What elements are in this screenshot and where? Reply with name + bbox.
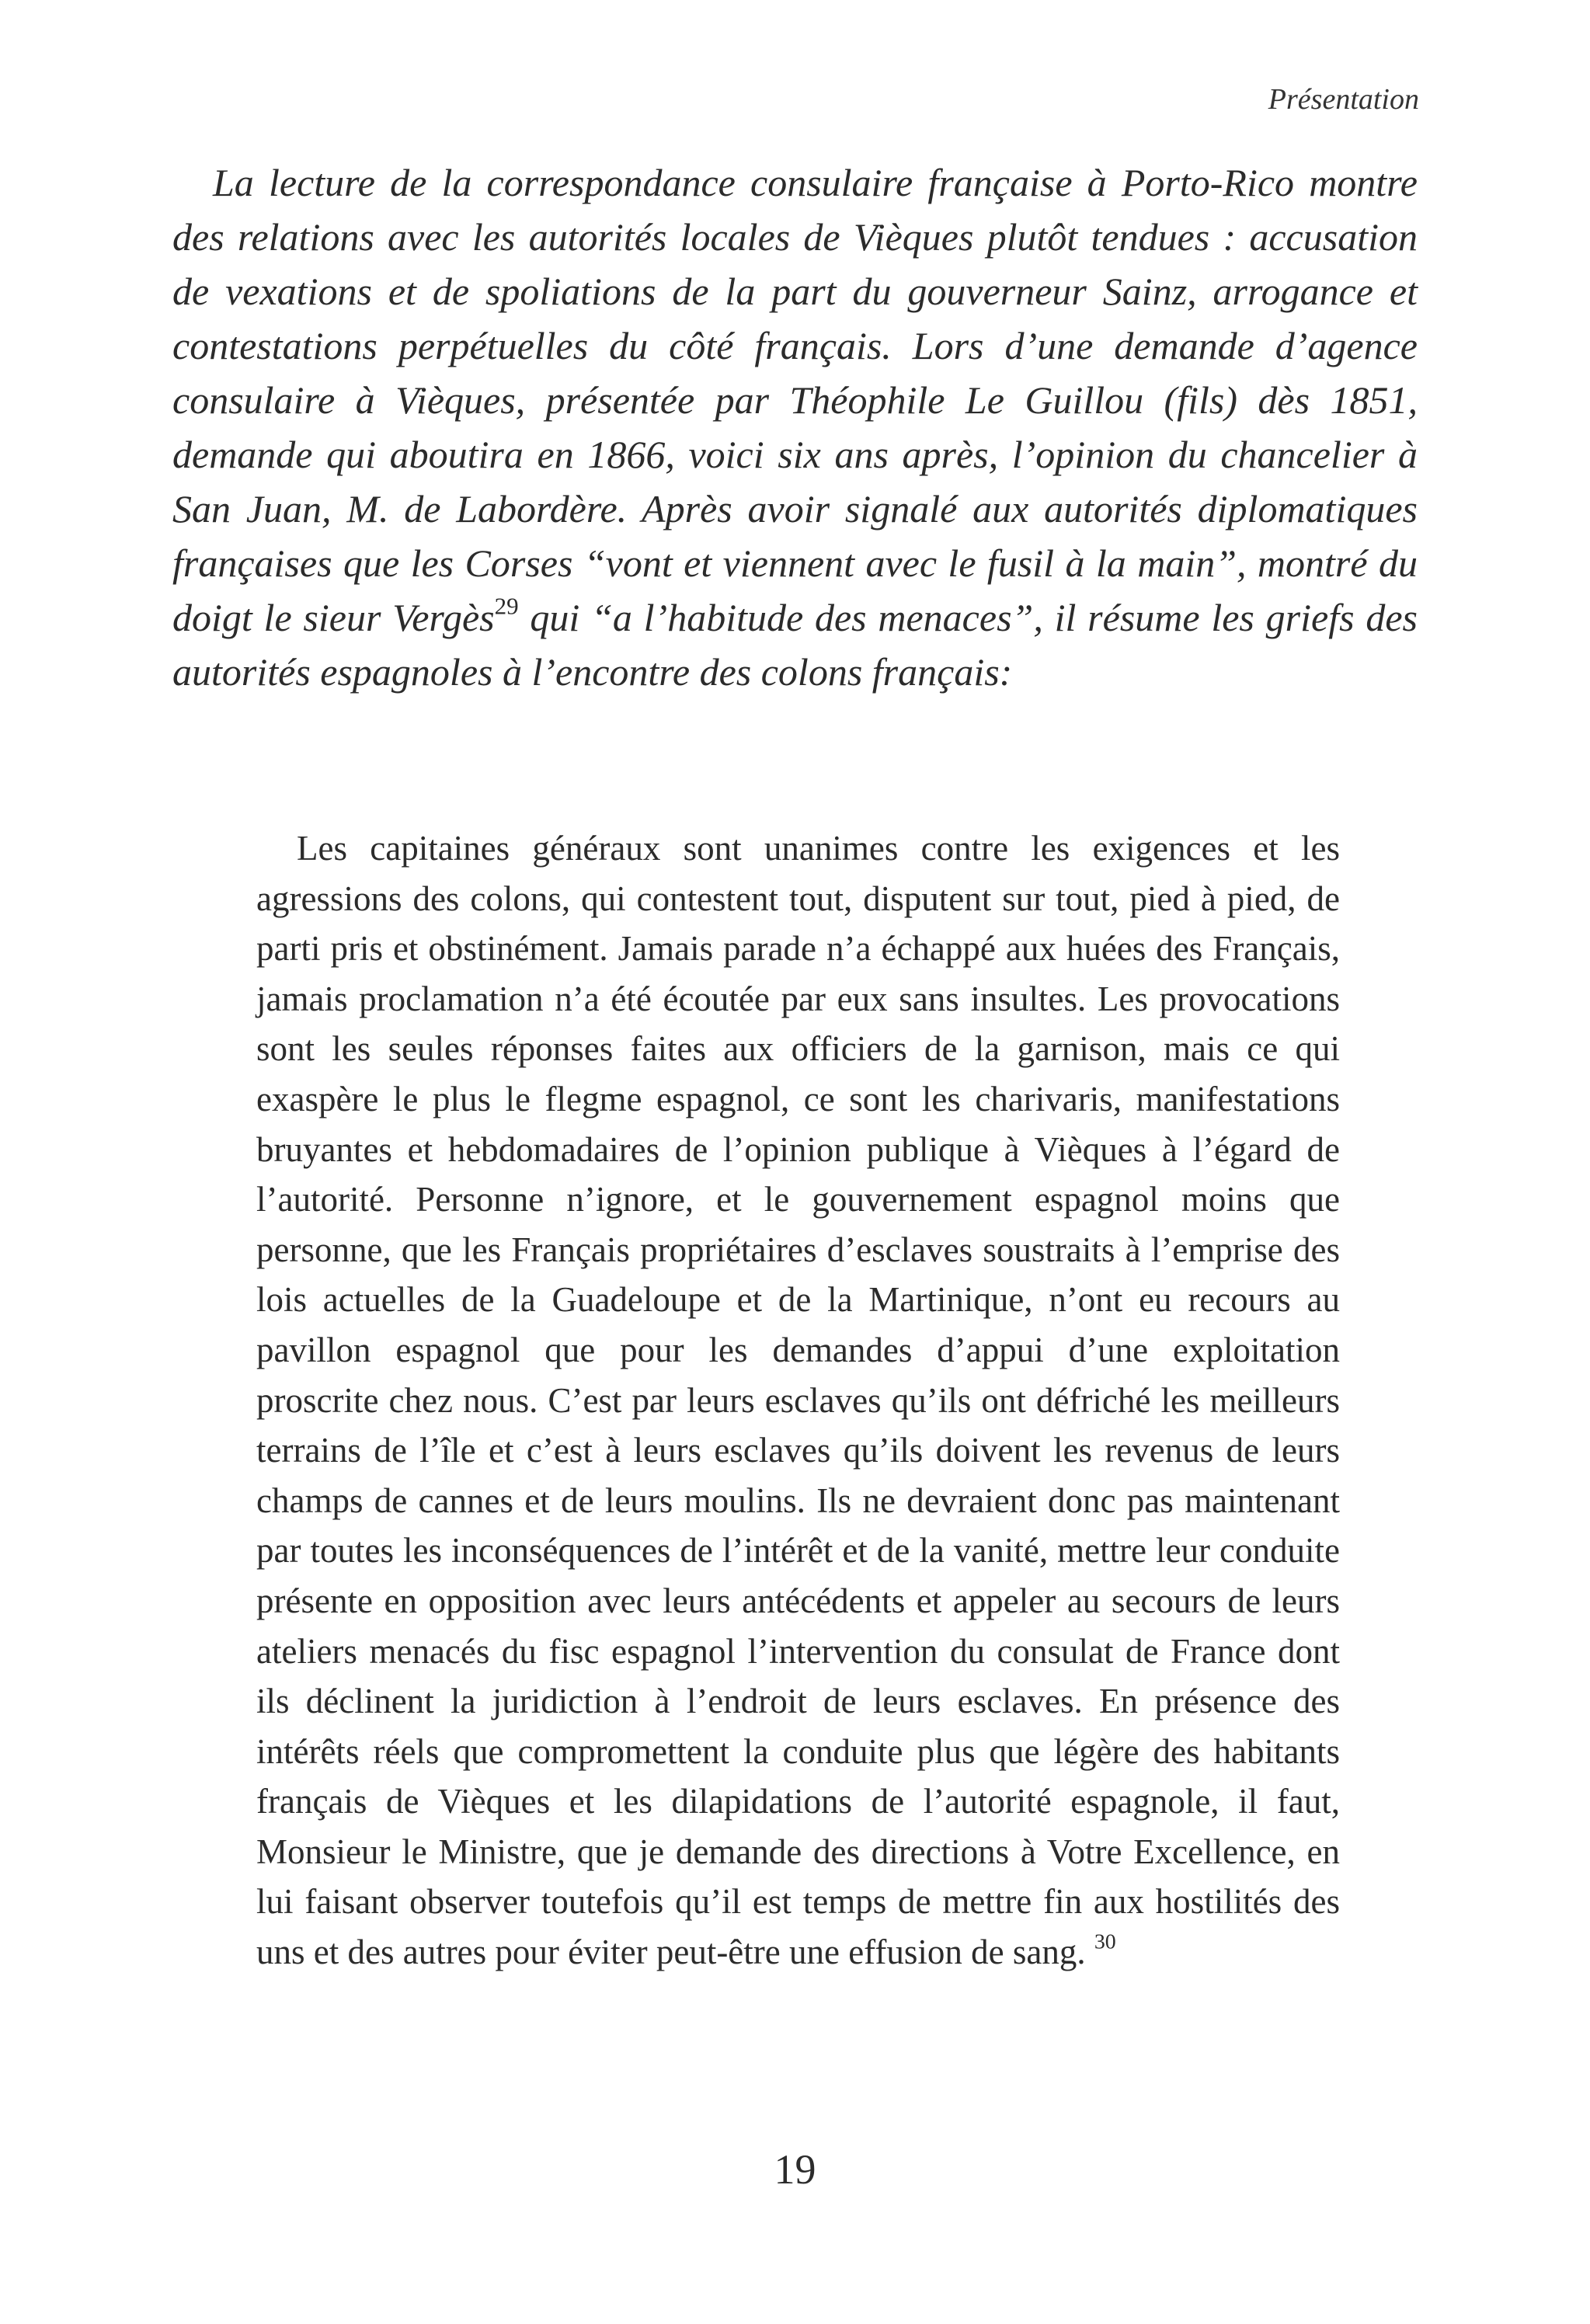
running-head: Présentation [1268,83,1419,116]
intro-paragraph [172,155,1418,699]
intro-text-part2: qui “a l’habitude des menaces”, il résume les griefs des autorités espagnoles à l’encontre des colons français: [172,596,1418,694]
footnote-ref-30[interactable]: 30 [1094,1929,1116,1954]
quote-text: Les capitaines généraux sont unanimes contre les exigences et les agressions des colons, qui contestent tout, disputent sur tout, pied à pied, de parti pris et obstinément. Jamais parade n’a échappé aux huées des Français, jamais proclamation n’a été écoutée par eux sans insultes. Les provocations sont les seules réponses faites aux officiers de la garnison, mais ce qui exaspère le plus le flegme espagnol, ce sont les charivaris, manifestations bruyantes et hebdomadaires de l’opinion publique à Vièques à l’égard de l’autorité. Personne n’ignore, et le gouvernement espagnol moins que personne, que les Français propriétaires d’esclaves soustraits à l’emprise des lois actuelles de la Guadeloupe et de la Martinique, n’ont eu recours au pavillon espagnol que pour les demandes d’appui d’une exploitation proscrite chez nous. C’est par leurs esclaves qu’ils ont défriché les meilleurs terrains de l’île et c’est à leurs esclaves qu’ils doivent les revenus de leurs champs de cannes et de leurs moulins. Ils ne devraient donc pas maintenant par toutes les inconséquences de l’intérêt et de la vanité, mettre leur conduite présente en opposition avec leurs antécédents et appeler au secours de leurs ateliers menacés du fisc espagnol l’intervention du consulat de France dont ils déclinent la juridiction à l’endroit de leurs esclaves. En présence des intérêts réels que compromettent la conduite plus que légère des habitants français de Vièques et les dilapidations de l’autorité espagnole, il faut, Monsieur le Ministre, que je demande des directions à Votre Excellence, en lui faisant observer toutefois qu’il est temps de mettre fin aux hostilités des uns et des autres pour éviter peut-être une effusion de sang. [256,829,1340,1972]
page-number: 19 [774,2146,816,2193]
footnote-ref-29[interactable]: 29 [494,592,519,620]
intro-text-part1: La lecture de la correspondance consulaire française à Porto-Rico montre des relations avec les autorités locales de Vièques plutôt tendues : accusation de vexations et de spoliations de la part du gouverneur Sainz, arrogance et contestations perpétuelles du côté français. Lors d’une demande d’agence consulaire à Vièques, présentée par Théophile Le Guillou (fils) dès 1851, demande qui aboutira en 1866, voici six ans après, l’opinion du chancelier à San Juan, M. de Labordère. Après avoir signalé aux autorités diplomatiques françaises que les Corses “vont et viennent avec le fusil à la main”, montré du doigt le sieur Vergès [172,161,1418,639]
block-quote [256,823,1340,1978]
